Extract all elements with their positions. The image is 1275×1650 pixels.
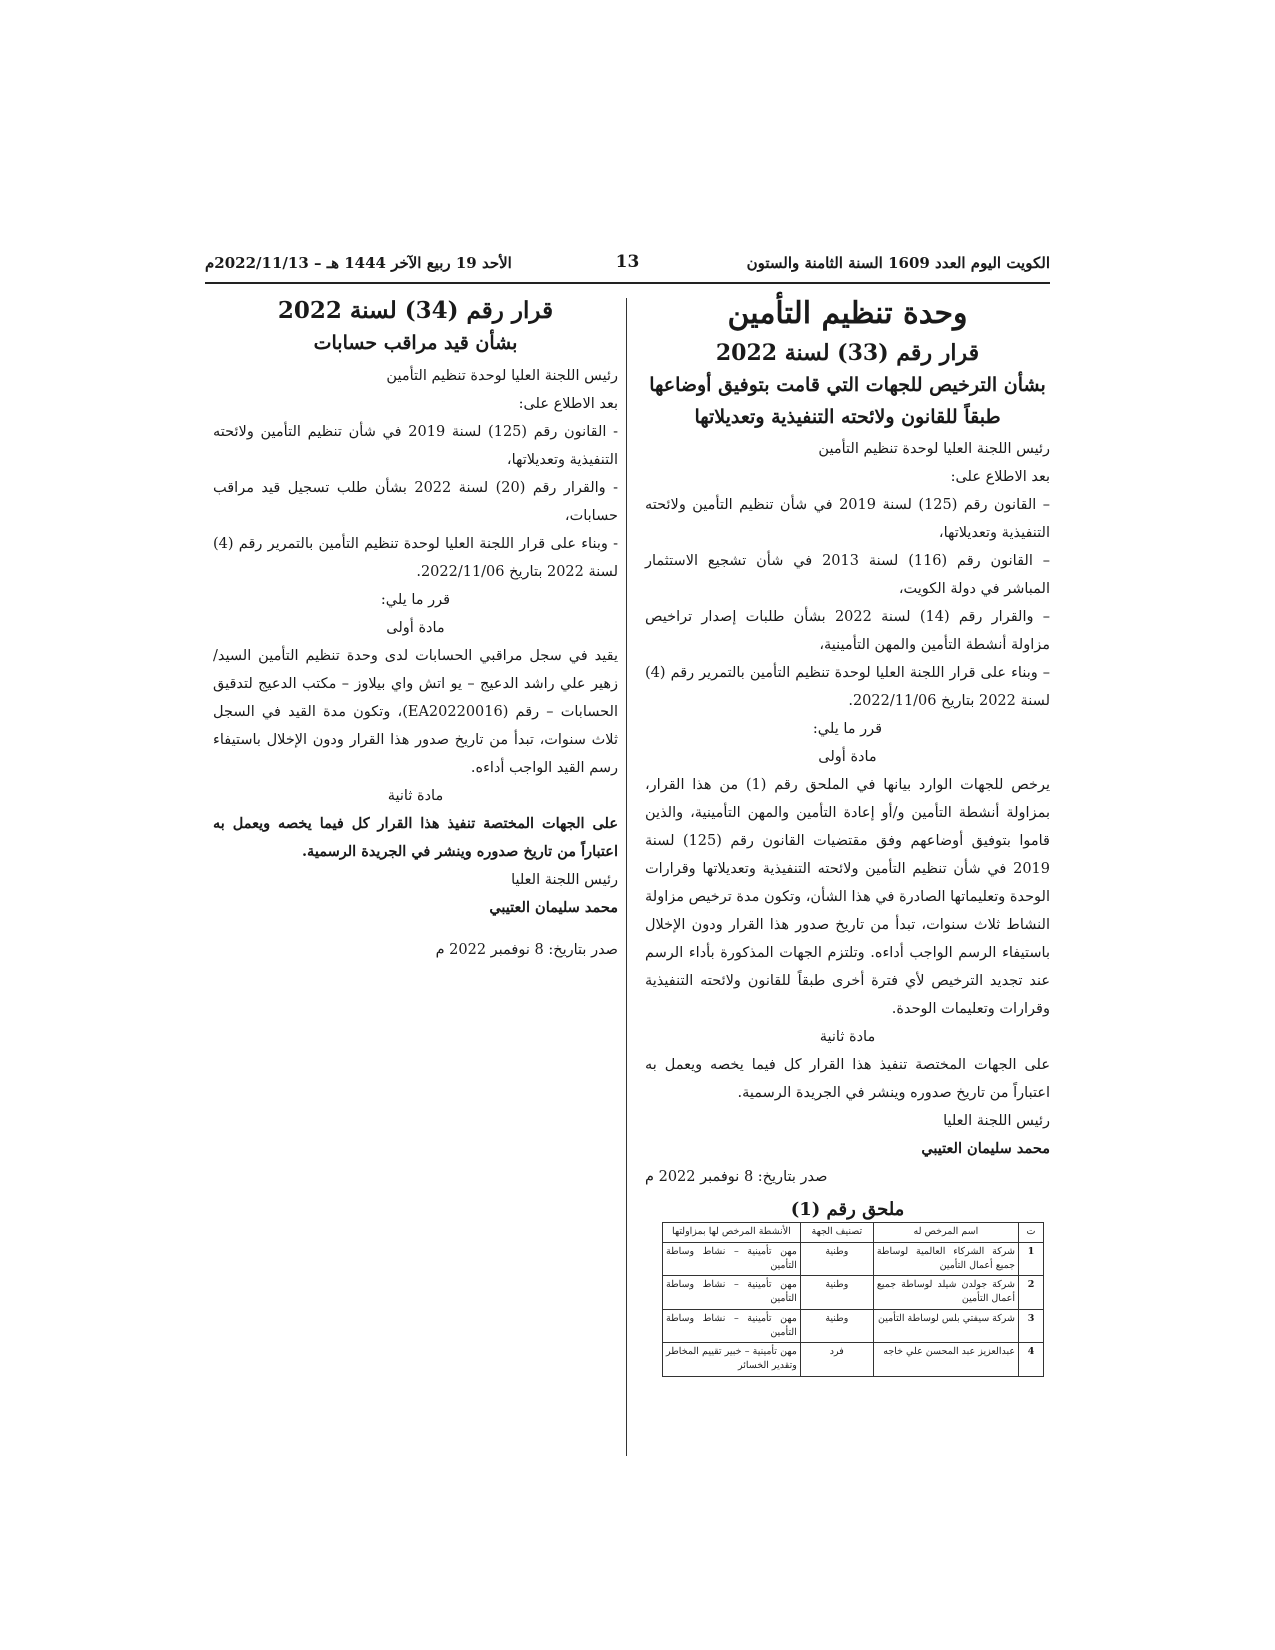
- issue-date: صدر بتاريخ: 8 نوفمبر 2022 م: [645, 1169, 828, 1186]
- decision-33-subject-line-2: طبقاً للقانون ولائحته التنفيذية وتعديلاتها: [694, 405, 1001, 428]
- licensed-activity: مهن تأمينية – نشاط وساطة التأمين: [663, 1242, 801, 1276]
- decision-33-subject-line-1: بشأن الترخيص للجهات التي قامت بتوفيق أوضاعها: [649, 374, 1046, 397]
- decision-33-title: قرار رقم (33) لسنة 2022: [715, 339, 980, 366]
- licensee-name: شركة سيفتي بلس لوساطة التأمين: [873, 1309, 1018, 1343]
- annex-header-name: اسم المرخص له: [873, 1223, 1018, 1242]
- header-date: الأحد 19 ربيع الآخر 1444 هـ – 2022/11/13م: [205, 254, 512, 272]
- annex-header-activity: الأنشطة المرخص لها بمزاولتها: [663, 1223, 801, 1242]
- page-number: 13: [615, 252, 640, 272]
- entity-type: وطنية: [800, 1242, 873, 1276]
- decision-34-column: [213, 295, 618, 964]
- article-2-text: على الجهات المختصة تنفيذ هذا القرار كل فيما يخصه ويعمل به اعتباراً من تاريخ صدوره وينشر في الجريدة الرسمية.: [213, 814, 618, 860]
- signature-name: محمد سليمان العتيبي: [921, 1140, 1050, 1158]
- row-number: 2: [1019, 1276, 1044, 1310]
- entity-type: وطنية: [800, 1276, 873, 1310]
- licensed-activity: مهن تأمينية – نشاط وساطة التأمين: [663, 1276, 801, 1310]
- after-review-line: بعد الاطلاع على:: [950, 469, 1050, 486]
- licensed-activity: مهن تأمينية – خبير تقييم المخاطر وتقدير الخسائر: [663, 1343, 801, 1377]
- decision-34-subject: بشأن قيد مراقب حسابات: [313, 332, 518, 355]
- annex-header-number: ت: [1019, 1223, 1044, 1242]
- row-number: 1: [1019, 1242, 1044, 1276]
- table-row: [663, 1343, 1044, 1377]
- reference-2: - والقرار رقم (20) لسنة 2022 بشأن طلب تسجيل قيد مراقب حسابات،: [213, 479, 618, 524]
- reference-3: – والقرار رقم (14) لسنة 2022 بشأن طلبات إصدار تراخيص مزاولة أنشطة التأمين والمهن التأمينية،: [645, 609, 1050, 654]
- table-row: [663, 1276, 1044, 1310]
- column-divider: [626, 298, 627, 1456]
- page-header: [205, 248, 1050, 284]
- table-row: [663, 1309, 1044, 1343]
- annex-title: ملحق رقم (1): [790, 1199, 905, 1221]
- signature-name: محمد سليمان العتيبي: [489, 898, 618, 916]
- article-2-title: مادة ثانية: [819, 1029, 876, 1046]
- annex-header-row: [663, 1223, 1044, 1242]
- issue-date: صدر بتاريخ: 8 نوفمبر 2022 م: [435, 941, 618, 958]
- annex-table: [662, 1222, 1044, 1376]
- entity-type: وطنية: [800, 1309, 873, 1343]
- article-1-text: يقيد في سجل مراقبي الحسابات لدى وحدة تنظيم التأمين السيد/ زهير علي راشد الدعيج – يو اتش واي بيلاوز – مكتب الدعيج لتدقيق الحسابات – رقم (EA20220016)، وتكون مدة القيد في السجل ثلاث سنوات، تبدأ من تاريخ صدور هذا القرار ودون الإخلال باستيفاء رسم القيد الواجب أداءه.: [213, 647, 618, 776]
- reference-2: – القانون رقم (116) لسنة 2013 في شأن تشجيع الاستثمار المباشر في دولة الكويت،: [645, 553, 1050, 598]
- entity-type: فرد: [800, 1343, 873, 1377]
- reference-1: - القانون رقم (125) لسنة 2019 في شأن تنظيم التأمين ولائحته التنفيذية وتعديلاتها،: [213, 423, 618, 468]
- reference-4: – وبناء على قرار اللجنة العليا لوحدة تنظيم التأمين بالتمرير رقم (4) لسنة 2022 بتاريخ 2022/11/06.: [645, 665, 1050, 710]
- row-number: 3: [1019, 1309, 1044, 1343]
- decision-34-title: قرار رقم (34) لسنة 2022: [277, 297, 554, 324]
- article-1-text: يرخص للجهات الوارد بيانها في الملحق رقم (1) من هذا القرار، بمزاولة أنشطة التأمين و/أو إعادة التأمين والمهن التأمينية، والذين قاموا بتوفيق أوضاعهم وفق مقتضيات القانون رقم (125) لسنة 2019 في شأن تنظيم التأمين ولائحته التنفيذية وتعديلاتها وقرارات الوحدة وتعليماتها الصادرة في هذا الشأن، وتكون مدة ترخيص مزاولة النشاط ثلاث سنوات، تبدأ من تاريخ صدور هذا القرار ودون الإخلال باستيفاء الرسم الواجب أداءه. وتلتزم الجهات المذكورة بأداء الرسم عند تجديد الترخيص لأي فترة أخرى طبقاً للقانون ولائحته التنفيذية وقرارات وتعليمات الوحدة.: [645, 777, 1050, 1018]
- signature-title: رئيس اللجنة العليا: [943, 1113, 1050, 1130]
- licensee-name: شركة الشركاء العالمية لوساطة جميع أعمال التأمين: [873, 1242, 1018, 1276]
- article-2-text: على الجهات المختصة تنفيذ هذا القرار كل فيما يخصه ويعمل به اعتباراً من تاريخ صدوره وينشر في الجريدة الرسمية.: [645, 1057, 1050, 1102]
- annex-header-type: تصنيف الجهة: [800, 1223, 873, 1242]
- reference-1: – القانون رقم (125) لسنة 2019 في شأن تنظيم التأمين ولائحته التنفيذية وتعديلاتها،: [645, 497, 1050, 542]
- decided-line: قرر ما يلي:: [380, 591, 451, 608]
- licensee-name: شركة جولدن شيلد لوساطة جميع أعمال التأمين: [873, 1276, 1018, 1310]
- reference-3: - وبناء على قرار اللجنة العليا لوحدة تنظيم التأمين بالتمرير رقم (4) لسنة 2022 بتاريخ 2022/11/06.: [213, 535, 618, 580]
- unit-title: وحدة تنظيم التأمين: [727, 296, 968, 331]
- issuer-line: رئيس اللجنة العليا لوحدة تنظيم التأمين: [818, 441, 1050, 458]
- signature-title: رئيس اللجنة العليا: [511, 871, 618, 888]
- gazette-issue-info: الكويت اليوم العدد 1609 السنة الثامنة والستون: [746, 254, 1050, 272]
- decided-line: قرر ما يلي:: [812, 721, 883, 738]
- licensee-name: عبدالعزيز عبد المحسن علي خاجه: [873, 1343, 1018, 1377]
- licensed-activity: مهن تأمينية – نشاط وساطة التأمين: [663, 1309, 801, 1343]
- row-number: 4: [1019, 1343, 1044, 1377]
- article-2-title: مادة ثانية: [387, 787, 444, 804]
- decision-33-column: [645, 295, 1050, 1377]
- after-review-line: بعد الاطلاع على:: [518, 395, 618, 412]
- issuer-line: رئيس اللجنة العليا لوحدة تنظيم التأمين: [386, 367, 618, 384]
- article-1-title: مادة أولى: [818, 749, 877, 766]
- table-row: [663, 1242, 1044, 1276]
- article-1-title: مادة أولى: [386, 619, 445, 636]
